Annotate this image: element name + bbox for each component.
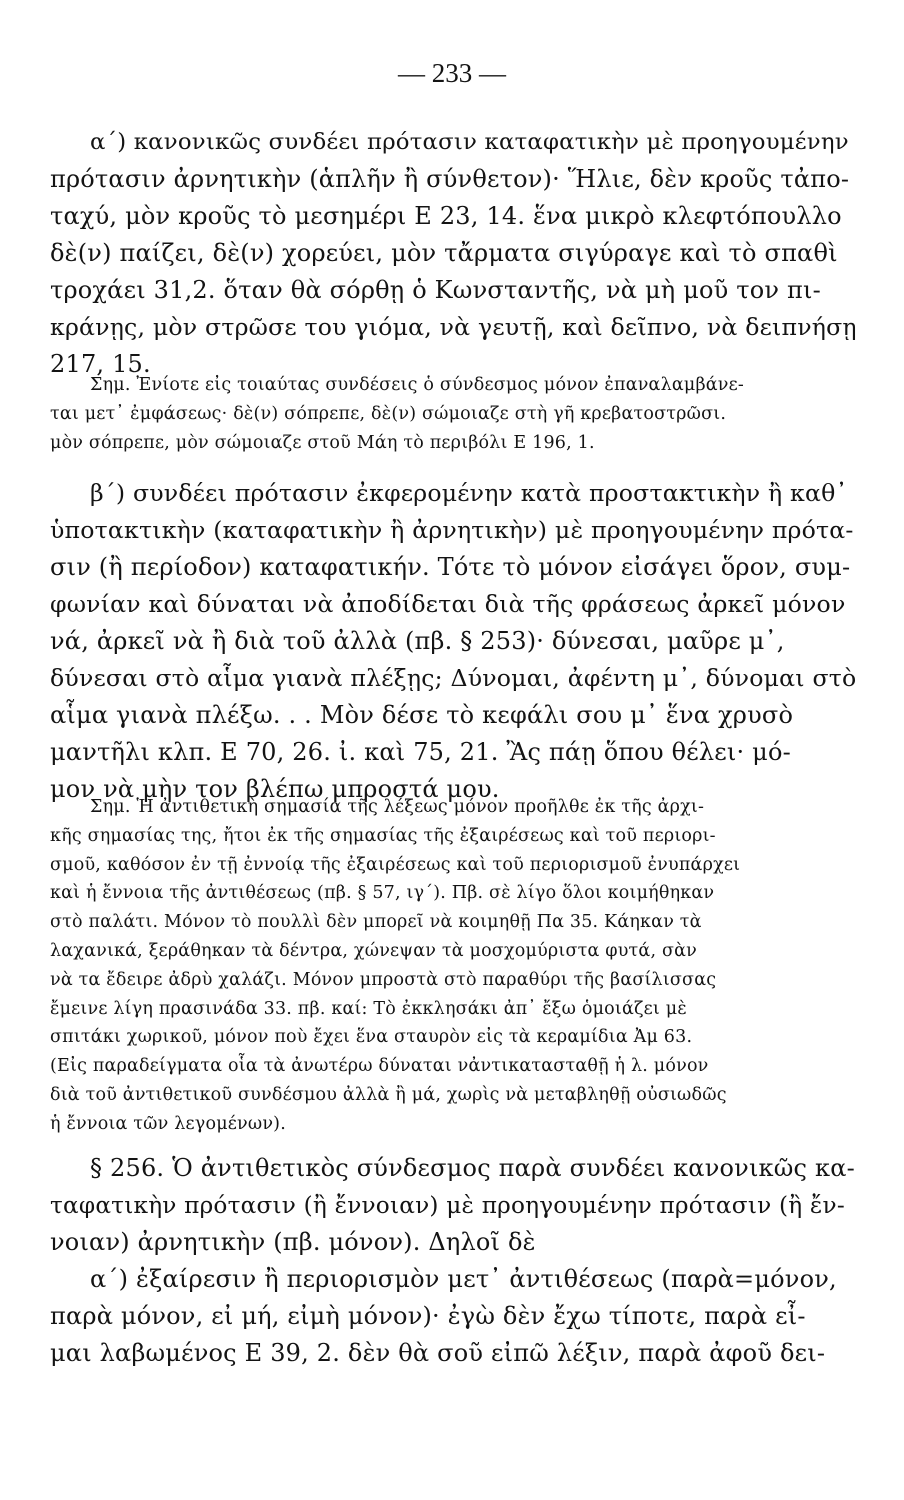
text-line: νά, ἀρκεῖ νὰ ἢ διὰ τοῦ ἀλλὰ (πβ. § 253)· δύνεσαι, μαῦρε μ᾿, — [50, 627, 785, 655]
note-line: ται μετ᾿ ἐμφάσεως· δὲ(ν) σόπρεπε, δὲ(ν) σώμοιαζε στὴ γῆ κρεβατοστρῶσι. — [50, 403, 727, 424]
note-line: Σημ. Ἡ ἀντιθετικὴ σημασία τῆς λέξεως μόνον προῆλθε ἐκ τῆς ἀρχι- — [90, 797, 705, 817]
paragraph-alpha — [50, 124, 858, 383]
text-line: μαι λαβωμένος Ε 39, 2. δὲν θὰ σοῦ εἰπῶ λέξιν, παρὰ ἀφοῦ δει- — [50, 1339, 826, 1367]
text-line: § 256. Ὁ ἀντιθετικὸς σύνδεσμος παρὰ συνδέει κανονικῶς κα- — [90, 1154, 855, 1182]
text-line: β΄) συνδέει πρότασιν ἐκφερομένην κατὰ προστακτικὴν ἢ καθ᾿ — [90, 479, 848, 507]
note-1 — [50, 371, 858, 457]
note-line: Σημ. Ἐνίοτε εἰς τοιαύτας συνδέσεις ὁ σύνδεσμος μόνον ἐπαναλαμβάνε- — [90, 375, 745, 395]
text-line: παρὰ μόνον, εἰ μή, εἰμὴ μόνον)· ἐγὼ δὲν ἔχω τίποτε, παρὰ εἶ- — [50, 1302, 806, 1330]
paragraph-beta — [50, 475, 858, 808]
text-line: ταχύ, μὸν κροῦς τὸ μεσημέρι Ε 23, 14. ἕνα μικρὸ κλεφτόπουλλο — [50, 202, 842, 230]
text-line: φωνίαν καὶ δύναται νὰ ἀποδίδεται διὰ τῆς φράσεως ἀρκεῖ μόνον — [50, 590, 846, 618]
text-line: α΄) κανονικῶς συνδέει πρότασιν καταφατικὴν μὲ προηγουμένην — [90, 129, 849, 155]
text-line: μαντῆλι κλπ. Ε 70, 26. ἰ. καὶ 75, 21. Ἂς πάῃ ὅπου θέλει· μό- — [50, 738, 791, 766]
text-line: πρότασιν ἀρνητικὴν (ἁπλῆν ἢ σύνθετον)· Ἥλιε, δὲν κροῦς τἀπο- — [50, 165, 850, 193]
note-line: στὸ παλάτι. Μόνον τὸ πουλλὶ δὲν μπορεῖ νὰ κοιμηθῇ Πα 35. Κάηκαν τὰ — [50, 912, 702, 933]
note-line: ἔμεινε λίγη πρασινάδα 33. πβ. καί: Τὸ ἐκκλησάκι ἀπ᾿ ἔξω ὁμοιάζει μὲ — [50, 998, 687, 1019]
text-line: δὲ(ν) παίζει, δὲ(ν) χορεύει, μὸν τἄρματα σιγύραγε καὶ τὸ σπαθὶ — [50, 239, 838, 267]
note-line: λαχανικά, ξεράθηκαν τὰ δέντρα, χώνεψαν τὰ μοσχομύριστα φυτά, σὰν — [50, 940, 697, 961]
text-line: σιν (ἢ περίοδον) καταφατικήν. Τότε τὸ μόνον εἰσάγει ὅρον, συμ- — [50, 553, 851, 581]
text-line: α΄) ἐξαίρεσιν ἢ περιορισμὸν μετ᾿ ἀντιθέσεως (παρὰ=μόνον, — [90, 1265, 837, 1293]
note-line: (Εἰς παραδείγματα οἷα τὰ ἀνωτέρω δύναται νἀντικατασταθῇ ἡ λ. μόνον — [50, 1056, 709, 1077]
text-line: τροχάει 31,2. ὅταν θὰ σόρθῃ ὁ Κωνσταντῆς, νὰ μὴ μοῦ τον πι- — [50, 276, 821, 304]
text-line: δύνεσαι στὸ αἷμα γιανὰ πλέξῃς; Δύνομαι, ἀφέντη μ᾿, δύνομαι στὸ — [50, 664, 857, 692]
text-line: αἷμα γιανὰ πλέξω. . . Μὸν δέσε τὸ κεφάλι σου μ᾿ ἕνα χρυσὸ — [50, 701, 794, 729]
note-line: καὶ ἡ ἔννοια τῆς ἀντιθέσεως (πβ. § 57, ιγ΄). Πβ. σὲ λίγο ὅλοι κοιμήθηκαν — [50, 883, 715, 904]
note-2 — [50, 793, 858, 1139]
text-line: νοιαν) ἀρνητικὴν (πβ. μόνον). Δηλοῖ δὲ — [50, 1228, 536, 1256]
page-number: — 233 — — [398, 58, 506, 88]
text-line: μον νὰ μὴν τον βλέπω μπροστά μου. — [50, 775, 500, 803]
note-line: νὰ τα ἔδειρε ἀδρὺ χαλάζι. Μόνον μπροστὰ στὸ παραθύρι τῆς βασίλισσας — [50, 969, 717, 990]
text-line: 217, 15. — [50, 350, 151, 378]
text-line: ὑποτακτικὴν (καταφατικὴν ἢ ἀρνητικὴν) μὲ προηγουμένην πρότα- — [50, 516, 854, 544]
note-line: διὰ τοῦ ἀντιθετικοῦ συνδέσμου ἀλλὰ ἢ μά, χωρὶς νὰ μεταβληθῇ οὐσιωδῶς — [50, 1084, 727, 1105]
note-line: σμοῦ, καθόσον ἐν τῇ ἐννοίᾳ τῆς ἐξαιρέσεως καὶ τοῦ περιορισμοῦ ἐνυπάρχει — [50, 854, 741, 875]
note-line: ἡ ἔννοια τῶν λεγομένων). — [50, 1113, 286, 1134]
section-256 — [50, 1150, 858, 1372]
text-line: ταφατικὴν πρότασιν (ἢ ἔννοιαν) μὲ προηγουμένην πρότασιν (ἢ ἔν- — [50, 1192, 845, 1219]
text-line: κράνῃς, μὸν στρῶσε του γιόμα, νὰ γευτῇ, καὶ δεῖπνο, νὰ δειπνήσῃ — [50, 313, 857, 341]
note-line: μὸν σόπρεπε, μὸν σώμοιαζε στοῦ Μάη τὸ περιβόλι Ε 196, 1. — [50, 432, 595, 453]
note-line: κῆς σημασίας της, ἤτοι ἐκ τῆς σημασίας τῆς ἐξαιρέσεως καὶ τοῦ περιορι- — [50, 825, 716, 846]
note-line: σπιτάκι χωρικοῦ, μόνον ποὺ ἔχει ἕνα σταυρὸν εἰς τὰ κεραμίδια Ἀμ 63. — [50, 1027, 693, 1048]
